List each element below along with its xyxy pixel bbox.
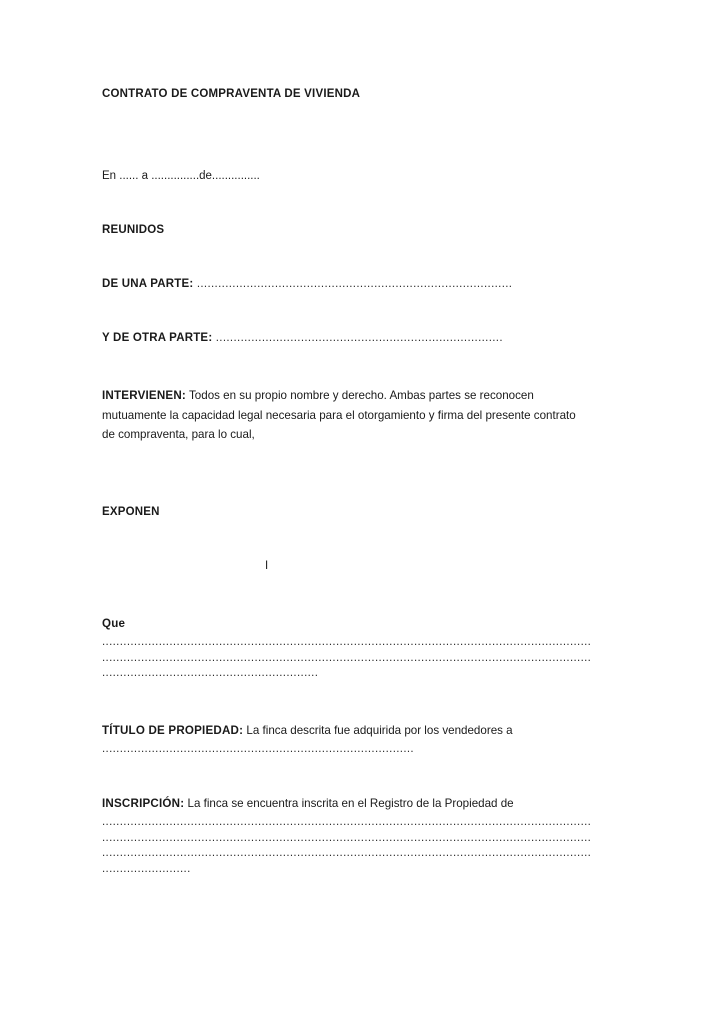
party-label-y-de-otra-parte: Y DE OTRA PARTE xyxy=(102,332,209,344)
section-rest-inscripcion: La finca se encuentra inscrita en el Registro de la Propiedad de xyxy=(184,797,514,810)
section-head-inscripcion xyxy=(102,794,622,813)
fill-in-dotted-line: .......................................................................................................................................... xyxy=(102,636,592,648)
paragraph-lead-intervienen: INTERVIENEN: xyxy=(102,389,186,402)
section-head-titulo-de-propiedad xyxy=(102,721,622,740)
paragraph-body-intervienen: Todos en su propio nombre y derecho. Ambas partes se reconocen mutuamente la capacidad legal necesaria para el otorgamiento y firma del presente contrato de compraventa, para lo cual, xyxy=(102,389,576,441)
section-titulo-de-propiedad xyxy=(102,721,622,758)
party-fill-dots-de-una-parte: ......................................................................................... xyxy=(196,278,513,290)
fill-in-dotted-line: ............................................................. xyxy=(102,667,319,679)
party-label-de-una-parte: DE UNA PARTE xyxy=(102,278,190,290)
section-lead-inscripcion: INSCRIPCIÓN: xyxy=(102,797,185,810)
section-lead-que: Que xyxy=(102,617,126,630)
section-rest-titulo-de-propiedad: La finca descrita fue adquirida por los vendedores a xyxy=(243,724,513,737)
paragraph-intervienen xyxy=(102,386,590,445)
fill-in-dotted-line: .......................................................................................................................................... xyxy=(102,651,592,664)
section-que xyxy=(102,614,622,682)
fill-in-dotted-line: ......................... xyxy=(102,862,191,875)
fill-in-dotted-line: .......................................................................................................................................... xyxy=(102,847,592,859)
party-separator-de-una-parte: : xyxy=(189,278,197,290)
place-and-date-line: En ...... a ...............de............... xyxy=(102,170,260,182)
section-heading-exponen: EXPONEN xyxy=(102,506,160,518)
party-fill-dots-y-de-otra-parte: ................................................................................. xyxy=(215,332,503,344)
party-separator-y-de-otra-parte: : xyxy=(208,332,216,344)
party-line-y-de-otra-parte xyxy=(102,330,503,347)
fill-in-dotted-line: .......................................................................................................................................... xyxy=(102,831,592,844)
section-inscripcion xyxy=(102,794,622,877)
section-heading-reunidos: REUNIDOS xyxy=(102,224,165,236)
fill-in-dotted-line: ........................................................................................ xyxy=(102,743,414,755)
document-title: CONTRATO DE COMPRAVENTA DE VIVIENDA xyxy=(102,88,361,100)
section-head-que xyxy=(102,614,622,633)
section-lead-titulo-de-propiedad: TÍTULO DE PROPIEDAD: xyxy=(102,724,244,737)
fill-in-dotted-line: .......................................................................................................................................... xyxy=(102,816,592,828)
party-line-de-una-parte xyxy=(102,276,512,293)
clause-number-roman-i: I xyxy=(265,560,269,572)
